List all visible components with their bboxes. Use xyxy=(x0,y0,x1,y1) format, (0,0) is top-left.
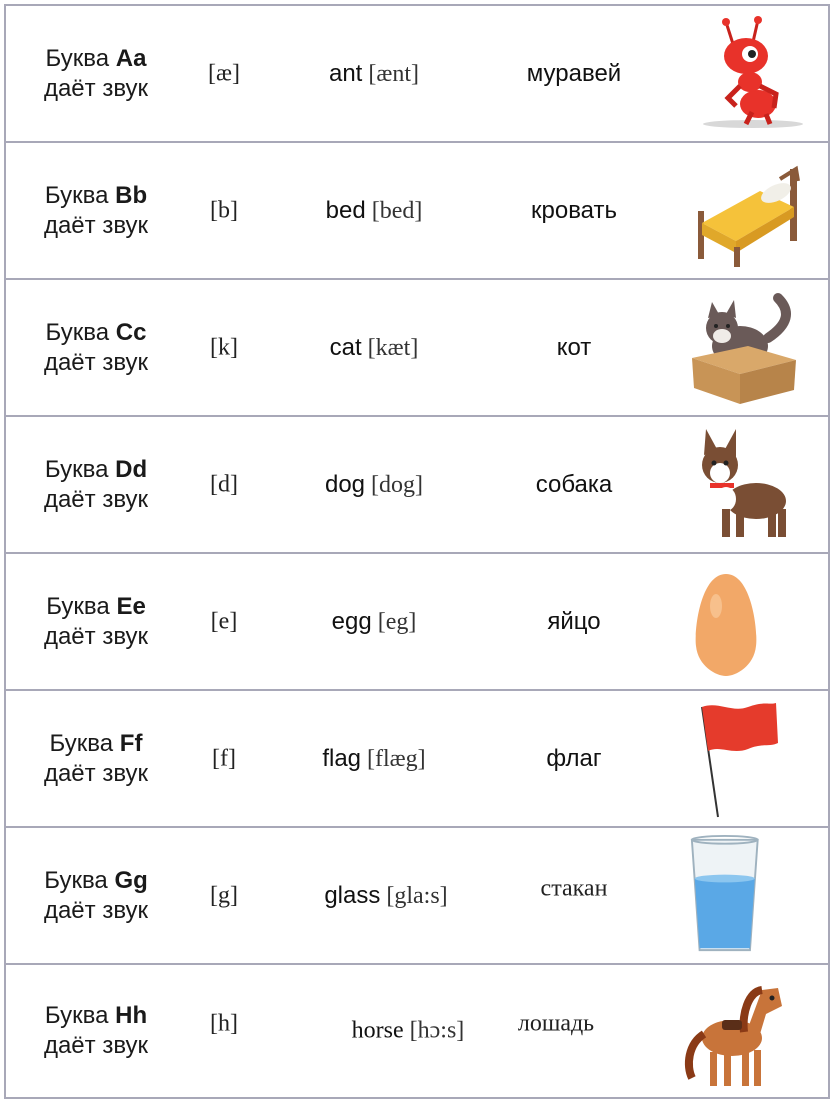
transcription: [flæg] xyxy=(367,745,426,772)
translation: кот xyxy=(556,333,592,361)
example-word xyxy=(274,60,474,88)
letter-suffix: даёт звук xyxy=(43,759,149,787)
letter-pair: Cc xyxy=(115,318,147,346)
english-word: glass xyxy=(324,881,381,909)
egg-icon xyxy=(678,562,818,682)
flag-icon xyxy=(678,699,818,819)
table-row xyxy=(6,554,828,691)
letter-prefix: Буква xyxy=(44,181,109,209)
table-row xyxy=(6,6,828,143)
letter-label xyxy=(16,729,176,789)
transcription: [dog] xyxy=(371,471,424,498)
example-word xyxy=(274,745,474,773)
example-word xyxy=(274,197,474,225)
translation: лошадь xyxy=(517,1010,595,1037)
letter-prefix: Буква xyxy=(44,455,109,483)
letter-prefix: Буква xyxy=(44,866,108,894)
glass-icon xyxy=(678,834,818,958)
translation: яйцо xyxy=(547,607,601,635)
english-word: dog xyxy=(324,470,366,498)
letter-suffix: даёт звук xyxy=(43,74,149,102)
transcription: [kæt] xyxy=(367,334,419,361)
translation: муравей xyxy=(526,59,622,87)
sound-symbol: [æ] xyxy=(208,60,240,86)
transcription: [ænt] xyxy=(368,60,420,87)
translation: флаг xyxy=(546,744,602,772)
letter-pair: Ee xyxy=(116,592,146,620)
horse-icon xyxy=(678,974,818,1094)
letter-prefix: Буква xyxy=(49,729,114,757)
sound-symbol: [e] xyxy=(210,608,238,634)
letter-suffix: даёт звук xyxy=(43,211,149,239)
sound-symbol: [b] xyxy=(210,197,238,223)
table-row xyxy=(6,280,828,417)
letter-prefix: Буква xyxy=(45,44,110,72)
sound-symbol: [d] xyxy=(210,471,238,497)
letter-pair: Ff xyxy=(119,729,143,757)
letter-prefix: Буква xyxy=(44,1002,109,1029)
letter-label xyxy=(16,866,176,926)
letter-label xyxy=(16,318,176,378)
example-word xyxy=(274,608,474,636)
english-word: flag xyxy=(322,744,362,772)
transcription: [gla:s] xyxy=(386,882,448,909)
transcription: [eg] xyxy=(377,608,417,635)
letter-label xyxy=(16,44,176,104)
letter-prefix: Буква xyxy=(45,318,110,346)
letter-label xyxy=(16,181,176,241)
bed-icon xyxy=(678,151,818,271)
letter-suffix: даёт звук xyxy=(43,485,149,513)
letter-label xyxy=(16,1001,176,1061)
english-word: horse xyxy=(351,1017,404,1044)
table-row xyxy=(6,417,828,554)
table-row xyxy=(6,691,828,828)
example-word xyxy=(274,471,474,499)
letter-pair: Bb xyxy=(115,181,148,209)
letter-suffix: даёт звук xyxy=(43,348,149,376)
transcription: [bed] xyxy=(371,197,423,224)
table-row xyxy=(6,143,828,280)
cat-icon xyxy=(678,288,818,408)
sound-symbol: [g] xyxy=(210,882,238,908)
ant-icon xyxy=(678,14,818,134)
english-word: bed xyxy=(325,196,366,224)
letter-prefix: Буква xyxy=(46,592,110,620)
translation: кровать xyxy=(531,196,617,224)
letter-pair: Aa xyxy=(115,44,147,72)
example-word xyxy=(274,334,474,362)
letter-pair: Hh xyxy=(115,1002,148,1029)
letter-suffix: даёт звук xyxy=(43,1032,149,1059)
translation: собака xyxy=(535,470,613,498)
letter-pair: Gg xyxy=(114,866,148,894)
transcription: [hɔ:s] xyxy=(409,1017,465,1044)
sound-symbol: [k] xyxy=(210,334,238,360)
table-row xyxy=(6,828,828,965)
letter-suffix: даёт звук xyxy=(43,896,149,924)
letter-label xyxy=(16,592,176,652)
sound-symbol: [h] xyxy=(210,1010,238,1037)
english-word: ant xyxy=(328,59,363,87)
english-word: cat xyxy=(329,333,362,361)
letter-suffix: даёт звук xyxy=(43,622,149,650)
letters-table xyxy=(4,4,830,1099)
sound-symbol: [f] xyxy=(212,745,236,771)
translation: стакан xyxy=(540,875,608,902)
dog-icon xyxy=(678,425,818,545)
english-word: egg xyxy=(331,607,372,635)
example-word xyxy=(286,882,486,910)
letter-pair: Dd xyxy=(115,455,148,483)
table-row xyxy=(6,965,828,1097)
letter-label xyxy=(16,455,176,515)
